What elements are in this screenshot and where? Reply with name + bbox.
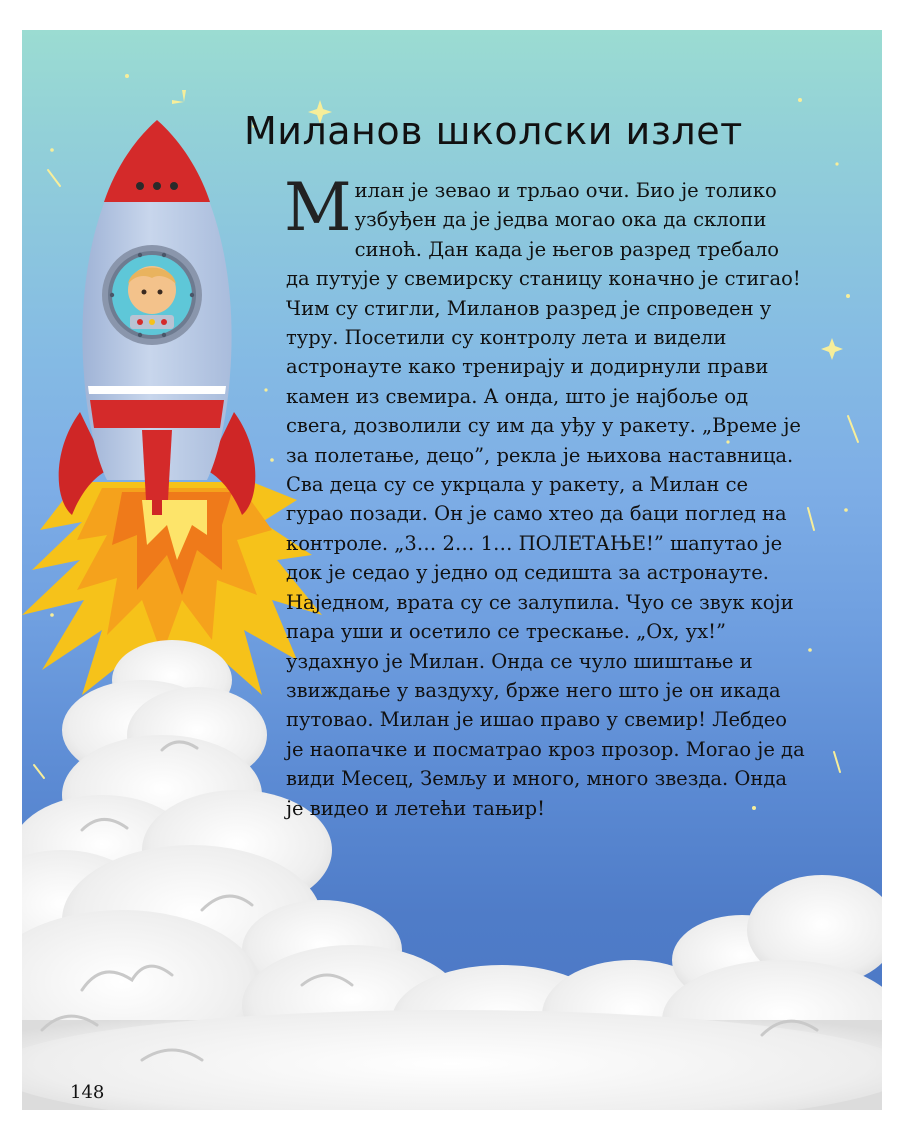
page-title: Миланов школски излет <box>244 109 743 153</box>
story-body: илан је зевао и трљао очи. Био је толико узбуђен да је једва могао ока да склопи синоћ. Дан када је његов разред требало да путује у свемирску станицу коначно је стигао! Чим су стигли, Миланов разред је спроведен у туру. Посетили су контролу лета и видели астронауте како тренирају и додирнули прави камен из свемира. А онда, што је најбоље од свега, дозволили су им да уђу у ракету. „Време је за полетање, децо”, рекла је њихова наставница. Сва деца су се укрцала у ракету, а Милан се гурао позади. Он је само хтео да баци поглед на контроле. „3… 2… 1… ПОЛЕТАЊЕ!” шапутао је док је седао у једно од седишта за астронауте. Наједном, врата су се залупила. Чуо се звук који пара уши и осетило се трескање. „Ох, ух!” уздахнуо је Милан. Онда се чуло шиштање и звиждање у ваздуху, брже него што је он икада путовао. Милан је ишао право у свемир! Лебдео је наопачке и посматрао кроз прозор. Могао је да види Месец, Земљу и много, много звезда. Онда је видео и летећи тањир! <box>286 179 805 820</box>
rocket-porthole <box>102 245 202 345</box>
story-text <box>284 169 806 823</box>
story-page <box>22 30 882 1110</box>
page-number: 148 <box>70 1082 105 1103</box>
drop-cap: М <box>284 169 352 246</box>
